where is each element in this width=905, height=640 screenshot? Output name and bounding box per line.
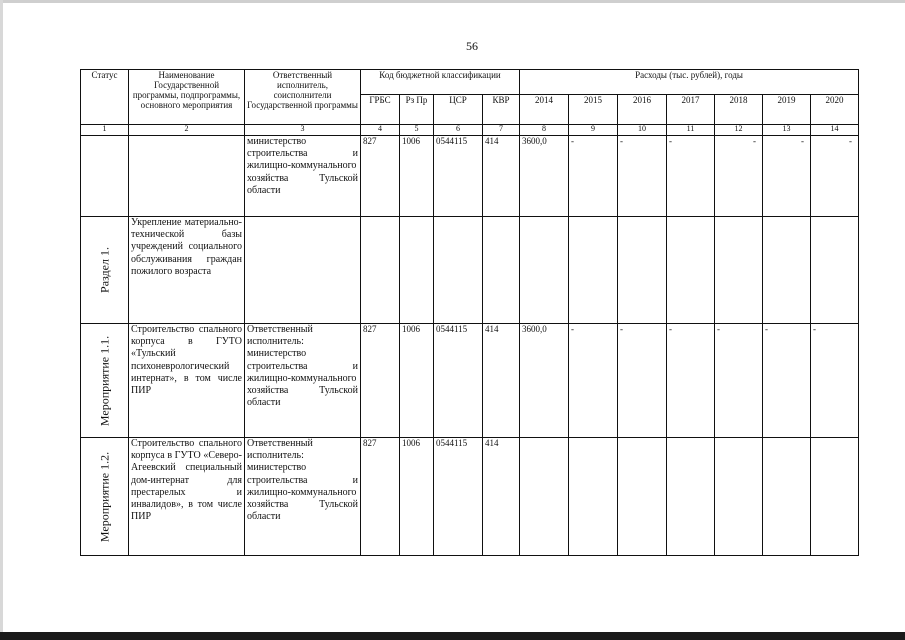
executor-cell: министерство строительства и жилищно-коммунального хозяйства Тульской области: [245, 136, 361, 217]
status-cell: Мероприятие 1.2.: [81, 438, 129, 556]
expense-cell: [618, 217, 667, 324]
column-number: 10: [618, 125, 667, 136]
code-csr-cell: [434, 217, 483, 324]
status-cell: [81, 136, 129, 217]
code-grbs-cell: 827: [361, 136, 400, 217]
table-header: [81, 70, 859, 136]
column-number: 13: [763, 125, 811, 136]
name-cell: Строительство спального корпуса в ГУТО «Северо-Агеевский специальный дом-интернат для престарелых и инвалидов», в том числе ПИР: [129, 438, 245, 556]
executor-cell: [245, 217, 361, 324]
column-number: 7: [483, 125, 520, 136]
expense-cell: [667, 217, 715, 324]
expense-cell: 3600,0: [520, 324, 569, 438]
column-number: 2: [129, 125, 245, 136]
expense-cell: -: [811, 324, 859, 438]
code-rzpr-cell: 1006: [400, 136, 434, 217]
column-number: 5: [400, 125, 434, 136]
table-row: [81, 136, 859, 217]
code-rzpr-cell: [400, 217, 434, 324]
status-cell: Раздел 1.: [81, 217, 129, 324]
expense-cell: [520, 217, 569, 324]
header-year: 2016: [618, 95, 667, 125]
expense-cell: [569, 438, 618, 556]
code-csr-cell: 0544115: [434, 136, 483, 217]
code-kvr-cell: 414: [483, 324, 520, 438]
column-number: 9: [569, 125, 618, 136]
column-number: 8: [520, 125, 569, 136]
header-year: 2019: [763, 95, 811, 125]
code-kvr-cell: [483, 217, 520, 324]
column-number: 3: [245, 125, 361, 136]
expense-cell: -: [811, 136, 859, 217]
status-cell: Мероприятие 1.1.: [81, 324, 129, 438]
header-year: 2015: [569, 95, 618, 125]
name-cell: [129, 136, 245, 217]
name-cell: Укрепление материально-технической базы учреждений социального обслуживания граждан пожилого возраста: [129, 217, 245, 324]
page-number: 56: [466, 39, 478, 53]
column-number: 11: [667, 125, 715, 136]
column-number: 14: [811, 125, 859, 136]
expense-cell: -: [763, 324, 811, 438]
code-grbs-cell: 827: [361, 324, 400, 438]
header-code-rzpr: Рз Пр: [400, 95, 434, 125]
column-number: 1: [81, 125, 129, 136]
header-executor: Ответственный исполнитель, соисполнители Государственной программы: [245, 70, 361, 125]
expense-cell: [520, 438, 569, 556]
column-number: 6: [434, 125, 483, 136]
expense-cell: [715, 217, 763, 324]
scan-edge-bottom: [0, 632, 905, 640]
expense-cell: [667, 438, 715, 556]
header-year: 2014: [520, 95, 569, 125]
header-year: 2018: [715, 95, 763, 125]
header-code-csr: ЦСР: [434, 95, 483, 125]
header-code-kvr: КВР: [483, 95, 520, 125]
expense-cell: [811, 438, 859, 556]
expense-cell: -: [569, 136, 618, 217]
code-grbs-cell: [361, 217, 400, 324]
expense-cell: -: [667, 136, 715, 217]
code-grbs-cell: 827: [361, 438, 400, 556]
expense-cell: 3600,0: [520, 136, 569, 217]
header-expenses-group: Расходы (тыс. рублей), годы: [520, 70, 859, 95]
expense-cell: [763, 438, 811, 556]
header-year: 2017: [667, 95, 715, 125]
expense-cell: -: [763, 136, 811, 217]
code-kvr-cell: 414: [483, 136, 520, 217]
table-row: [81, 324, 859, 438]
column-number: 4: [361, 125, 400, 136]
column-number: 12: [715, 125, 763, 136]
executor-cell: Ответственный исполнитель: министерство строительства и жилищно-коммунального хозяйства Тульской области: [245, 438, 361, 556]
expense-cell: -: [667, 324, 715, 438]
expense-cell: -: [715, 136, 763, 217]
code-csr-cell: 0544115: [434, 324, 483, 438]
expense-cell: -: [618, 136, 667, 217]
code-kvr-cell: 414: [483, 438, 520, 556]
expense-cell: [811, 217, 859, 324]
name-cell: Строительство спального корпуса в ГУТО «Тульский психоневрологический интернат», в том числе ПИР: [129, 324, 245, 438]
expense-cell: [715, 438, 763, 556]
budget-table: [80, 69, 859, 556]
code-rzpr-cell: 1006: [400, 438, 434, 556]
header-name: Наименование Государственной программы, подпрограммы, основного мероприятия: [129, 70, 245, 125]
header-status: Статус: [81, 70, 129, 125]
header-budget-code-group: Код бюджетной классификации: [361, 70, 520, 95]
expense-cell: -: [618, 324, 667, 438]
table-row: [81, 217, 859, 324]
table-row: [81, 438, 859, 556]
expense-cell: [763, 217, 811, 324]
executor-cell: Ответственный исполнитель: министерство строительства и жилищно-коммунального хозяйства Тульской области: [245, 324, 361, 438]
header-year: 2020: [811, 95, 859, 125]
expense-cell: -: [715, 324, 763, 438]
column-numbering-row: [81, 125, 859, 136]
scan-edge-top: [0, 0, 905, 3]
code-csr-cell: 0544115: [434, 438, 483, 556]
code-rzpr-cell: 1006: [400, 324, 434, 438]
expense-cell: [569, 217, 618, 324]
expense-cell: [618, 438, 667, 556]
header-code-grbs: ГРБС: [361, 95, 400, 125]
expense-cell: -: [569, 324, 618, 438]
scan-edge-left: [0, 0, 3, 640]
